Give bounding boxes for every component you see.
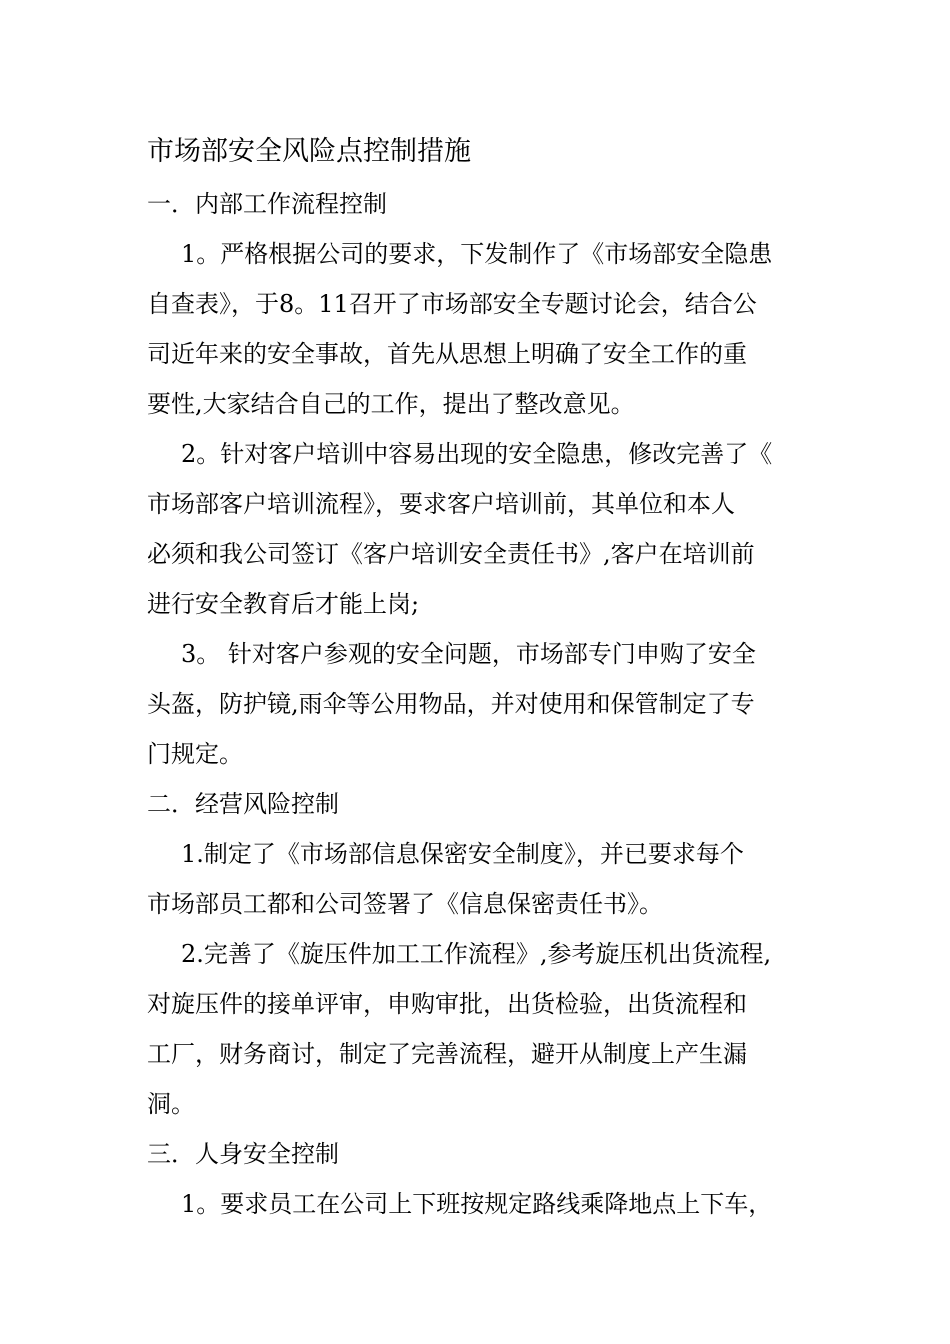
paragraph bbox=[147, 429, 807, 629]
section-heading-personal-safety: 三．人身安全控制 bbox=[147, 1140, 339, 1168]
paragraph bbox=[147, 1179, 807, 1229]
paragraph-line: 市场部员工都和公司签署了《信息保密责任书》。 bbox=[147, 890, 663, 918]
paragraph-line: 对旋压件的接单评审，申购审批，出货检验，出货流程和 bbox=[147, 990, 747, 1018]
paragraph-line: 进行安全教育后才能上岗; bbox=[147, 590, 420, 618]
paragraph-line: 必须和我公司签订《客户培训安全责任书》,客户在培训前 bbox=[147, 540, 755, 568]
paragraph-line: 1。要求员工在公司上下班按规定路线乘降地点上下车， bbox=[181, 1190, 773, 1218]
paragraph bbox=[147, 829, 807, 929]
paragraph-line: 门规定。 bbox=[147, 740, 243, 768]
paragraph bbox=[147, 229, 807, 429]
paragraph-line: 2.完善了《旋压件加工工作流程》,参考旋压机出货流程, bbox=[181, 940, 772, 968]
paragraph-line: 市场部客户培训流程》，要求客户培训前，其单位和本人 bbox=[147, 490, 735, 518]
paragraph-line: 工厂，财务商讨，制定了完善流程，避开从制度上产生漏 bbox=[147, 1040, 747, 1068]
paragraph-line: 1。严格根据公司的要求，下发制作了《市场部安全隐患 bbox=[181, 240, 773, 268]
document-content bbox=[147, 127, 807, 1229]
paragraph-line: 2。针对客户培训中容易出现的安全隐患，修改完善了《 bbox=[181, 440, 773, 468]
section-heading-business-risk: 二．经营风险控制 bbox=[147, 790, 339, 818]
paragraph-line: 1.制定了《市场部信息保密安全制度》，并已要求每个 bbox=[181, 840, 744, 868]
paragraph bbox=[147, 629, 807, 779]
paragraph-line: 要性,大家结合自己的工作，提出了整改意见。 bbox=[147, 390, 635, 418]
section-heading-internal-workflow: 一．内部工作流程控制 bbox=[147, 190, 387, 218]
paragraph-line: 自查表》，于8。11召开了市场部安全专题讨论会，结合公 bbox=[147, 290, 757, 318]
paragraph-line: 洞。 bbox=[147, 1090, 195, 1118]
document-title: 市场部安全风险点控制措施 bbox=[147, 136, 471, 167]
paragraph-line: 司近年来的安全事故，首先从思想上明确了安全工作的重 bbox=[147, 340, 747, 368]
paragraph-line: 3。 针对客户参观的安全问题，市场部专门申购了安全 bbox=[181, 640, 756, 668]
paragraph-line: 头盔，防护镜,雨伞等公用物品，并对使用和保管制定了专 bbox=[147, 690, 755, 718]
paragraph bbox=[147, 929, 807, 1129]
